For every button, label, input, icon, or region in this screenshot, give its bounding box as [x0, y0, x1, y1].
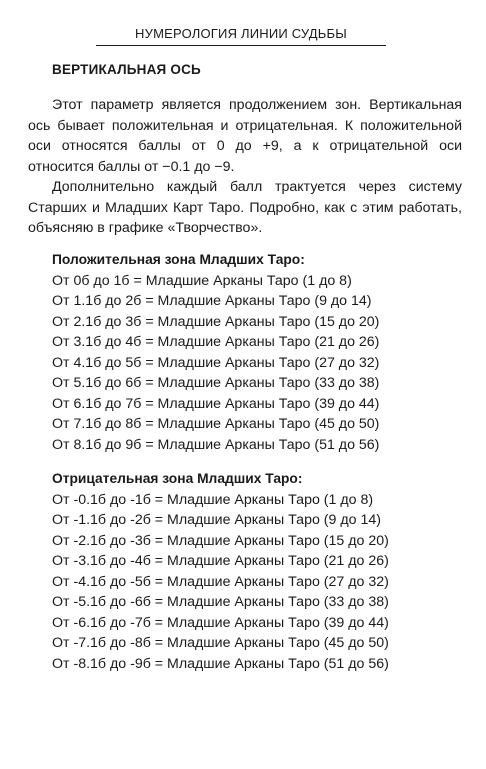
list-item: От -3.1б до -4б = Младшие Арканы Таро (21 до 26) [52, 553, 389, 569]
list-item: От -6.1б до -7б = Младшие Арканы Таро (39 до 44) [52, 614, 389, 631]
list-item: От -2.1б до -3б = Младшие Арканы Таро (15 до 20) [52, 532, 389, 549]
negative-zone-list [52, 469, 389, 674]
body-paragraph: Дополнительно каждый балл трактуется через систему Старших и Младших Карт Таро. Подробно, как с этим работать, объясняю в графике «Творчество». [28, 179, 462, 236]
list-item: От -1.1б до -2б = Младшие Арканы Таро (9 до 14) [52, 512, 381, 528]
positive-zone-heading: Положительная зона Младших Таро: [52, 252, 305, 267]
list-item: От -0.1б до -1б = Младшие Арканы Таро (1 до 8) [52, 491, 374, 508]
list-item: От -4.1б до -5б = Младшие Арканы Таро (27 до 32) [52, 573, 389, 590]
list-item: От -8.1б до -9б = Младшие Арканы Таро (51 до 56) [52, 655, 389, 672]
negative-zone-heading: Отрицательная зона Младших Таро: [52, 471, 303, 486]
list-item: От 6.1б до 7б = Младшие Арканы Таро (39 до 44) [52, 395, 380, 412]
list-item: От -5.1б до -6б = Младшие Арканы Таро (33 до 38) [52, 594, 389, 610]
list-item: От 5.1б до 6б = Младшие Арканы Таро (33 до 38) [52, 375, 380, 391]
list-item: От 7.1б до 8б = Младшие Арканы Таро (45 до 50) [52, 416, 380, 432]
running-header: НУМЕРОЛОГИЯ ЛИНИИ СУДЬБЫ [96, 26, 386, 46]
body-paragraph: Этот параметр является продолжением зон. Вертикальная ось бывает положительная и отрицательная. К положительной оси относятся баллы от 0 до +9, а к отрицательной оси относится баллы от −0.1 до −9. [28, 97, 462, 175]
list-item: От 2.1б до 3б = Младшие Арканы Таро (15 до 20) [52, 313, 380, 330]
list-item: От -7.1б до -8б = Младшие Арканы Таро (45 до 50) [52, 635, 389, 651]
list-item: От 1.1б до 2б = Младшие Арканы Таро (9 до 14) [52, 293, 372, 309]
list-item: От 4.1б до 5б = Младшие Арканы Таро (27 до 32) [52, 354, 380, 371]
section-title: ВЕРТИКАЛЬНАЯ ОСЬ [52, 62, 201, 77]
list-item: От 8.1б до 9б = Младшие Арканы Таро (51 до 56) [52, 436, 380, 453]
positive-zone-list [52, 250, 379, 455]
list-item: От 0б до 1б = Младшие Арканы Таро (1 до 8) [52, 272, 352, 289]
list-item: От 3.1б до 4б = Младшие Арканы Таро (21 до 26) [52, 334, 380, 350]
